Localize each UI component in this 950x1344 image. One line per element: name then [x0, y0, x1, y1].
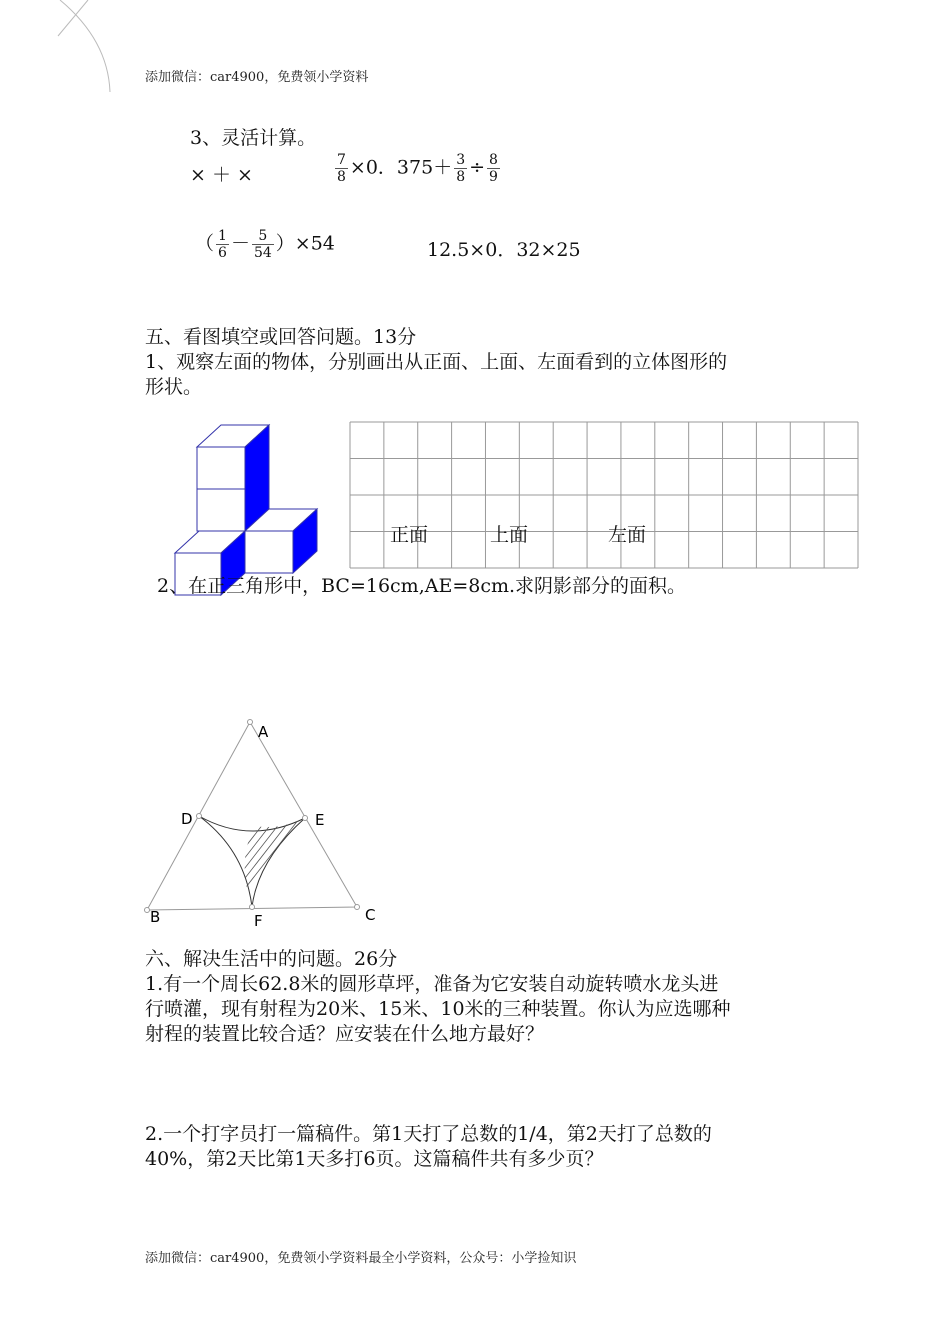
- section6-q1-line1: 1.有一个周长62.8米的圆形草坪，准备为它安装自动旋转喷水龙头进: [145, 973, 719, 995]
- grid-label-front: 正面: [390, 524, 429, 546]
- section3-expr2: $\frac{7}{8}$ ×0．375＋ $\frac{3}{8}$ ÷ $\frac{8}{9}$: [337, 152, 498, 185]
- section6-q1-line3: 射程的装置比较合适？应安装在什么地方最好？: [145, 1023, 545, 1045]
- section6-q2-line1: 2.一个打字员打一篇稿件。第1天打了总数的1/4，第2天打了总数的: [145, 1123, 712, 1145]
- section5-title: 五、看图填空或回答问题。13分: [145, 326, 417, 348]
- label-A: A: [258, 723, 269, 741]
- section3-title: 3、灵活计算。: [190, 127, 317, 149]
- cube-figure: [170, 420, 330, 600]
- section3-expr3: （ $\frac{1}{6}$ － $\frac{5}{54}$ ）×54: [195, 228, 335, 261]
- fraction: $\frac{8}{9}$: [489, 152, 498, 185]
- section6-title: 六、解决生活中的问题。26分: [145, 948, 398, 970]
- label-E: E: [315, 811, 325, 829]
- label-F: F: [254, 912, 263, 930]
- triangle-figure: [130, 710, 390, 930]
- label-D: D: [181, 810, 193, 828]
- section3-expr1: × ＋ ×: [190, 164, 253, 186]
- grid-label-top: 上面: [490, 524, 529, 546]
- section6-q2-line2: 40%，第2天比第1天多打6页。这篇稿件共有多少页？: [145, 1148, 604, 1170]
- section6-q1-line2: 行喷灌，现有射程为20米、15米、10米的三种装置。你认为应选哪种: [145, 998, 731, 1020]
- grid-label-left: 左面: [608, 524, 647, 546]
- fraction: $\frac{1}{6}$: [218, 228, 227, 261]
- fraction: $\frac{7}{8}$: [337, 152, 346, 185]
- section5-q2: 2、在正三角形中，BC=16cm,AE=8cm.求阴影部分的面积。: [157, 575, 687, 597]
- section3-expr4: 12.5×0．32×25: [427, 239, 581, 261]
- label-C: C: [365, 906, 376, 924]
- section5-q1-line1: 1、观察左面的物体，分别画出从正面、上面、左面看到的立体图形的: [145, 351, 728, 373]
- corner-decoration: [0, 0, 120, 100]
- drawing-grid: [349, 421, 861, 571]
- footer-note: 添加微信：car4900，免费领小学资料最全小学资料，公众号：小学捡知识: [145, 1251, 577, 1266]
- section5-q1-line2: 形状。: [145, 376, 203, 398]
- fraction: $\frac{3}{8}$: [456, 152, 466, 185]
- label-B: B: [150, 908, 161, 926]
- fraction: $\frac{5}{54}$: [253, 228, 272, 261]
- header-note: 添加微信：car4900，免费领小学资料: [145, 70, 369, 85]
